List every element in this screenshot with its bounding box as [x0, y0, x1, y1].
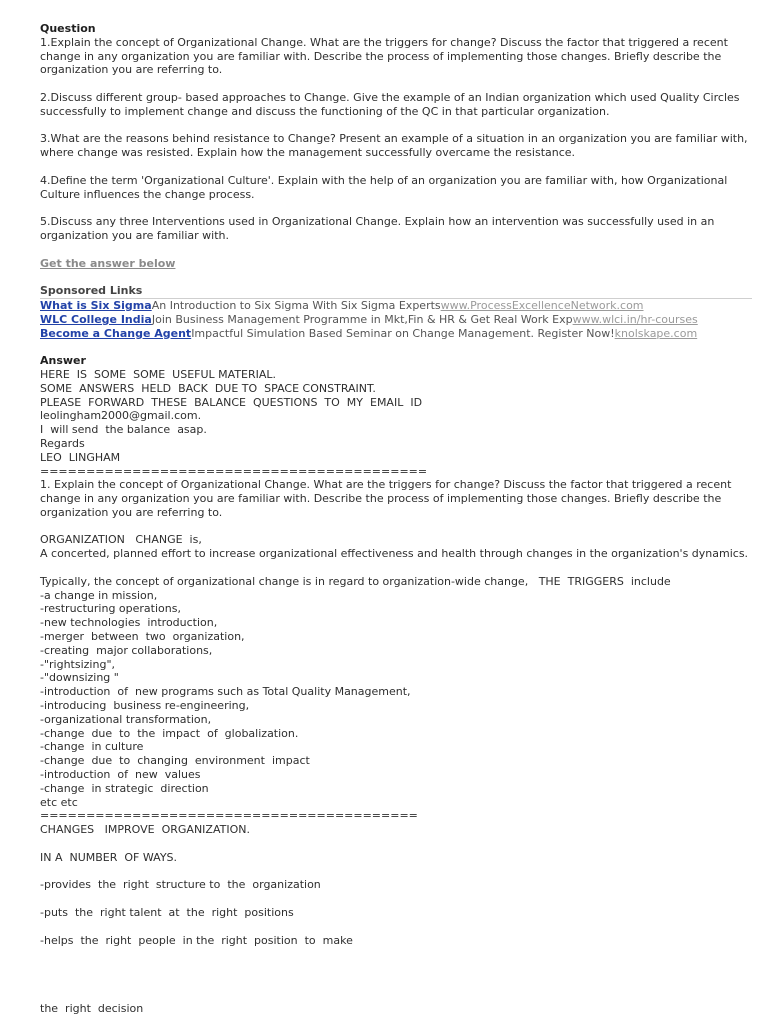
answer-heading: Answer [40, 354, 86, 368]
answer-intro-line: LEO LINGHAM [40, 450, 121, 464]
ad-title-link[interactable]: WLC College India [40, 312, 152, 326]
trigger-item: -introduction of new values [40, 768, 201, 782]
trigger-item: -new technologies introduction, [40, 616, 218, 630]
definition-heading: ORGANIZATION CHANGE is, [40, 533, 202, 547]
ad-title-link[interactable]: Become a Change Agent [40, 326, 192, 340]
question-item: 4.Define the term 'Organizational Culture'. Explain with the help of an organization you are familiar with, how Organizational Culture influences the change process. [40, 173, 728, 201]
ad-url-link[interactable]: knolskape.com [614, 326, 698, 340]
trigger-item: -a change in mission, [40, 588, 158, 602]
ad-url-link[interactable]: www.wlci.in/hr-courses [572, 312, 698, 326]
triggers-intro: Typically, the concept of organizational change is in regard to organization-wide change, THE TRIGGERS include [40, 574, 671, 588]
question-item: 2.Discuss different group- based approaches to Change. Give the example of an Indian organization which used Quality Circles successfully to implement change and discuss the functioning of the QC in that particular organization. [40, 90, 740, 118]
answer-intro-line: leolingham2000@gmail.com. [40, 409, 202, 423]
ways-heading: IN A NUMBER OF WAYS. [40, 850, 178, 864]
ways-item-continuation: the right decision [40, 1002, 144, 1016]
trigger-item: etc etc [40, 795, 78, 809]
ways-item: -helps the right people in the right position to make [40, 933, 353, 947]
answer-intro-line: I will send the balance asap. [40, 423, 207, 437]
sponsored-ad [40, 327, 752, 341]
question-item: 1.Explain the concept of Organizational Change. What are the triggers for change? Discuss the factor that triggered a recent change in any organization you are familiar with. Describe the process of implementing those changes. Briefly describe the organization you are referring to. [40, 35, 728, 77]
question-repeat: 1. Explain the concept of Organizational Change. What are the triggers for change? Discuss the factor that triggered a recent change in any organization you are familiar with. Describe the process of implementing those changes. Briefly describe the organization you are referring to. [40, 478, 732, 519]
trigger-item: -"rightsizing", [40, 657, 116, 671]
definition-text: A concerted, planned effort to increase organizational effectiveness and health through changes in the organization's dynamics. [40, 547, 749, 561]
trigger-item: -organizational transformation, [40, 712, 212, 726]
sponsored-ad [40, 313, 752, 327]
separator-line: ========================================== [40, 464, 428, 478]
get-answer-link[interactable]: Get the answer below [40, 256, 176, 270]
ad-url-link[interactable]: www.ProcessExcellenceNetwork.com [440, 298, 644, 312]
answer-intro-line: PLEASE FORWARD THESE BALANCE QUESTIONS TO MY EMAIL ID [40, 395, 423, 409]
answer-intro-line: HERE IS SOME SOME USEFUL MATERIAL. [40, 367, 277, 381]
ad-description: Join Business Management Programme in Mkt,Fin & HR & Get Real Work Exp [151, 312, 573, 326]
trigger-item: -change in culture [40, 740, 144, 754]
ways-item: -provides the right structure to the organization [40, 878, 321, 892]
sponsored-links-heading: Sponsored Links [40, 284, 143, 298]
trigger-item: -"downsizing " [40, 671, 119, 685]
separator-line: ========================================= [40, 809, 418, 823]
ad-description: An Introduction to Six Sigma With Six Sigma Experts [151, 298, 441, 312]
answer-intro-line: Regards [40, 436, 85, 450]
trigger-item: -introducing business re-engineering, [40, 699, 250, 713]
question-item: 5.Discuss any three Interventions used in Organizational Change. Explain how an intervention was successfully used in an organization you are familiar with. [40, 215, 715, 242]
improve-heading: CHANGES IMPROVE ORGANIZATION. [40, 823, 250, 837]
ways-item: -puts the right talent at the right positions [40, 906, 294, 919]
trigger-item: -introduction of new programs such as Total Quality Management, [40, 685, 411, 699]
trigger-item: -restructuring operations, [40, 602, 181, 616]
trigger-item: -change due to the impact of globalization. [40, 726, 299, 740]
ad-title-link[interactable]: What is Six Sigma [40, 298, 152, 312]
trigger-item: -creating major collaborations, [40, 643, 213, 657]
sponsored-ad [40, 299, 752, 313]
question-item: 3.What are the reasons behind resistance to Change? Present an example of a situation in an organization you are familiar with, where change was resisted. Explain how the management successfully overcame the resistance. [40, 132, 748, 160]
document-page [40, 22, 752, 1016]
ad-description: Impactful Simulation Based Seminar on Change Management. Register Now! [191, 326, 615, 340]
question-heading: Question [40, 22, 96, 35]
trigger-item: -change due to changing environment impact [40, 754, 310, 768]
trigger-item: -merger between two organization, [40, 630, 245, 644]
answer-intro-line: SOME ANSWERS HELD BACK DUE TO SPACE CONSTRAINT. [40, 381, 376, 395]
trigger-item: -change in strategic direction [40, 781, 209, 795]
